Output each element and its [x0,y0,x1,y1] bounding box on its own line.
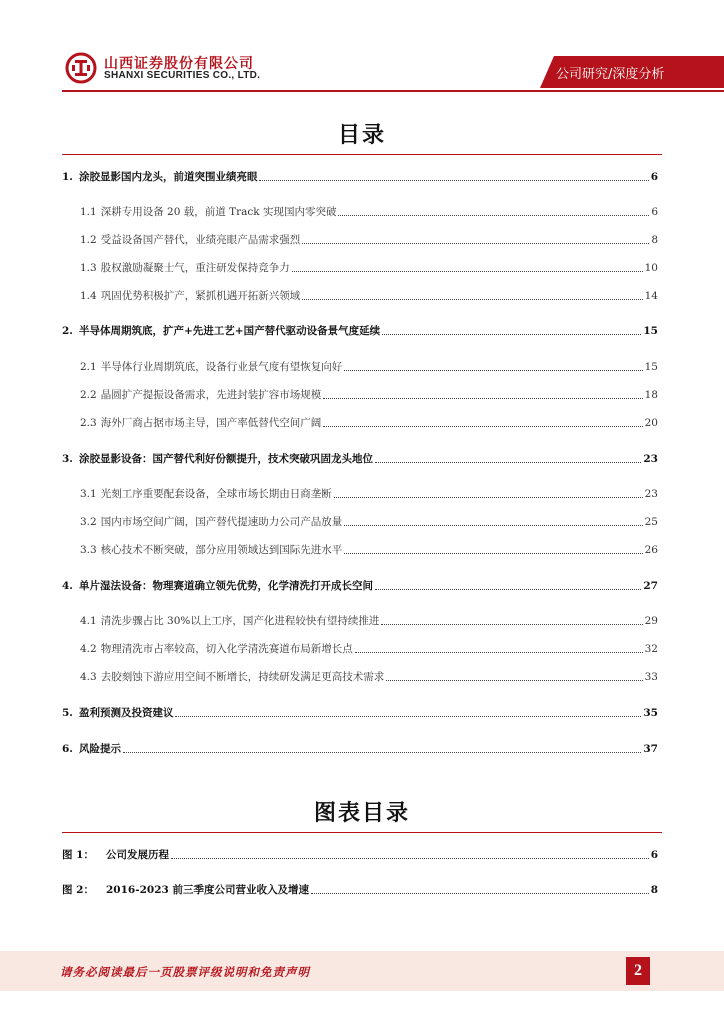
toc-section-entry[interactable] [80,356,658,374]
toc-dot-leader [381,624,642,625]
report-type-label: 公司研究/深度分析 [556,67,665,82]
toc-entry-title: 受益设备国产替代，业绩亮眼产品需求强烈 [100,234,301,246]
toc-entry-title: 核心技术不断突破，部分应用领域达到国际先进水平 [100,544,343,556]
figure-list-entry[interactable] [62,844,658,862]
toc-dot-leader [344,525,642,526]
toc-entry-page: 18 [644,389,658,401]
toc-entry-number: 4.1 [80,615,97,627]
toc-entry-title: 海外厂商占据市场主导，国产率低替代空间广阔 [100,417,322,429]
toc-dot-leader [338,215,649,216]
figure-list-entry[interactable] [62,879,658,897]
toc-entry-title: 涂胶显影国内龙头，前道突围业绩亮眼 [78,171,258,183]
toc-entry-number: 5. [62,707,73,719]
toc-chapter-entry[interactable] [62,448,658,466]
toc-entry-page: 20 [644,417,658,429]
toc-section-entry[interactable] [80,285,658,303]
toc-entry-page: 35 [643,707,658,719]
figure-dot-leader [171,858,649,859]
toc-entry-number: 2.1 [80,361,97,373]
toc-entry-number: 1.1 [80,206,97,218]
header-divider [62,90,724,92]
figure-list-title: 图表目录 [313,801,410,826]
toc-entry-number: 4.3 [80,671,97,683]
toc-entry-title: 半导体周期筑底，扩产+先进工艺+国产替代驱动设备景气度延续 [78,325,381,337]
toc-dot-leader [344,370,642,371]
toc-section-entry[interactable] [80,638,658,656]
toc-dot-leader [323,398,642,399]
toc-entry-title: 半导体行业周期筑底，设备行业景气度有望恢复向好 [100,361,343,373]
toc-entry-page: 15 [643,325,658,337]
toc-section-entry[interactable] [80,257,658,275]
toc-entry-page: 15 [644,361,658,373]
toc-section-entry[interactable] [80,229,658,247]
toc-section-entry[interactable] [80,201,658,219]
toc-title-divider [62,154,662,155]
toc-dot-leader [375,462,641,463]
toc-entry-number: 3.3 [80,544,97,556]
toc-section-entry[interactable] [80,412,658,430]
toc-dot-leader [375,589,641,590]
toc-dot-leader [302,299,642,300]
toc-entry-title: 巩固优势积极扩产，紧抓机遇开拓新兴领域 [100,290,301,302]
toc-entry-number: 1.3 [80,262,97,274]
toc-dot-leader [386,680,642,681]
toc-section-entry[interactable] [80,384,658,402]
toc-entry-page: 23 [644,488,658,500]
toc-entry-page: 8 [651,234,658,246]
toc-dot-leader [355,652,643,653]
figure-label: 图 2： [62,884,94,896]
toc-entry-title: 股权激励凝聚士气，重注研发保持竞争力 [100,262,290,274]
toc-entry-page: 29 [644,615,658,627]
toc-entry-page: 6 [651,206,658,218]
toc-entry-title: 涂胶显影设备：国产替代利好份额提升，技术突破巩固龙头地位 [78,453,373,465]
toc-section-entry[interactable] [80,511,658,529]
toc-entry-number: 3.1 [80,488,97,500]
page-number: 2 [626,957,650,985]
company-name-cn: 山西证券股份有限公司 [104,56,254,72]
toc-entry-number: 6. [62,743,73,755]
figure-title: 2016-2023 前三季度公司营业收入及增速 [106,884,309,896]
toc-entry-number: 4.2 [80,643,97,655]
toc-entry-number: 1.4 [80,290,97,302]
toc-entry-page: 10 [644,262,658,274]
toc-chapter-entry[interactable] [62,702,658,720]
toc-entry-number: 2.3 [80,417,97,429]
toc-entry-page: 27 [643,580,658,592]
toc-dot-leader [292,271,643,272]
toc-section-entry[interactable] [80,666,658,684]
toc-section-entry[interactable] [80,483,658,501]
toc-entry-page: 25 [644,516,658,528]
toc-entry-title: 风险提示 [78,743,121,755]
toc-entry-title: 去胶刻蚀下游应用空间不断增长，持续研发满足更高技术需求 [100,671,385,683]
page-header [0,0,724,100]
toc-entry-title: 物理清洗市占率较高，切入化学清洗赛道布局新增长点 [100,643,353,655]
toc-entry-title: 光刻工序重要配套设备，全球市场长期由日商垄断 [100,488,332,500]
toc-dot-leader [259,180,648,181]
toc-title: 目录 [337,123,386,148]
figure-title-divider [62,832,662,833]
toc-dot-leader [323,426,642,427]
toc-entry-number: 4. [62,580,73,592]
toc-entry-title: 国内市场空间广阔，国产替代提速助力公司产品放量 [100,516,343,528]
company-name-en: SHANXI SECURITIES CO., LTD. [104,70,261,81]
footer-disclaimer: 请务必阅读最后一页股票评级说明和免责声明 [60,965,310,979]
figure-title: 公司发展历程 [106,849,169,861]
toc-entry-page: 6 [650,171,658,183]
figure-page: 8 [650,884,658,896]
toc-chapter-entry[interactable] [62,738,658,756]
toc-dot-leader [123,752,641,753]
toc-chapter-entry[interactable] [62,166,658,184]
toc-entry-page: 14 [644,290,658,302]
toc-chapter-entry[interactable] [62,575,658,593]
toc-entry-number: 3.2 [80,516,97,528]
toc-dot-leader [334,497,643,498]
figure-label: 图 1： [62,849,94,861]
toc-entry-title: 清洗步骤占比 30%以上工序，国产化进程较快有望持续推进 [100,615,380,627]
toc-entry-page: 26 [644,544,658,556]
figure-dot-leader [311,893,649,894]
toc-entry-page: 32 [644,643,658,655]
company-logo-icon [65,52,97,84]
toc-section-entry[interactable] [80,610,658,628]
toc-entry-title: 盈利预测及投资建议 [78,707,174,719]
toc-dot-leader [302,243,649,244]
toc-entry-page: 37 [643,743,658,755]
toc-entry-title: 深耕专用设备 20 载，前道 Track 实现国内零突破 [100,206,337,218]
figure-page: 6 [650,849,658,861]
toc-entry-number: 2.2 [80,389,97,401]
toc-entry-number: 3. [62,453,73,465]
toc-entry-page: 23 [643,453,658,465]
toc-entry-number: 2. [62,325,73,337]
toc-entry-page: 33 [644,671,658,683]
toc-entry-title: 单片湿法设备：物理赛道确立领先优势，化学清洗打开成长空间 [78,580,373,592]
toc-entry-title: 晶圆扩产提振设备需求，先进封装扩容市场规模 [100,389,322,401]
toc-dot-leader [175,716,641,717]
toc-chapter-entry[interactable] [62,320,658,338]
toc-entry-number: 1.2 [80,234,97,246]
toc-dot-leader [344,553,642,554]
toc-section-entry[interactable] [80,539,658,557]
toc-entry-number: 1. [62,171,73,183]
toc-dot-leader [382,334,641,335]
